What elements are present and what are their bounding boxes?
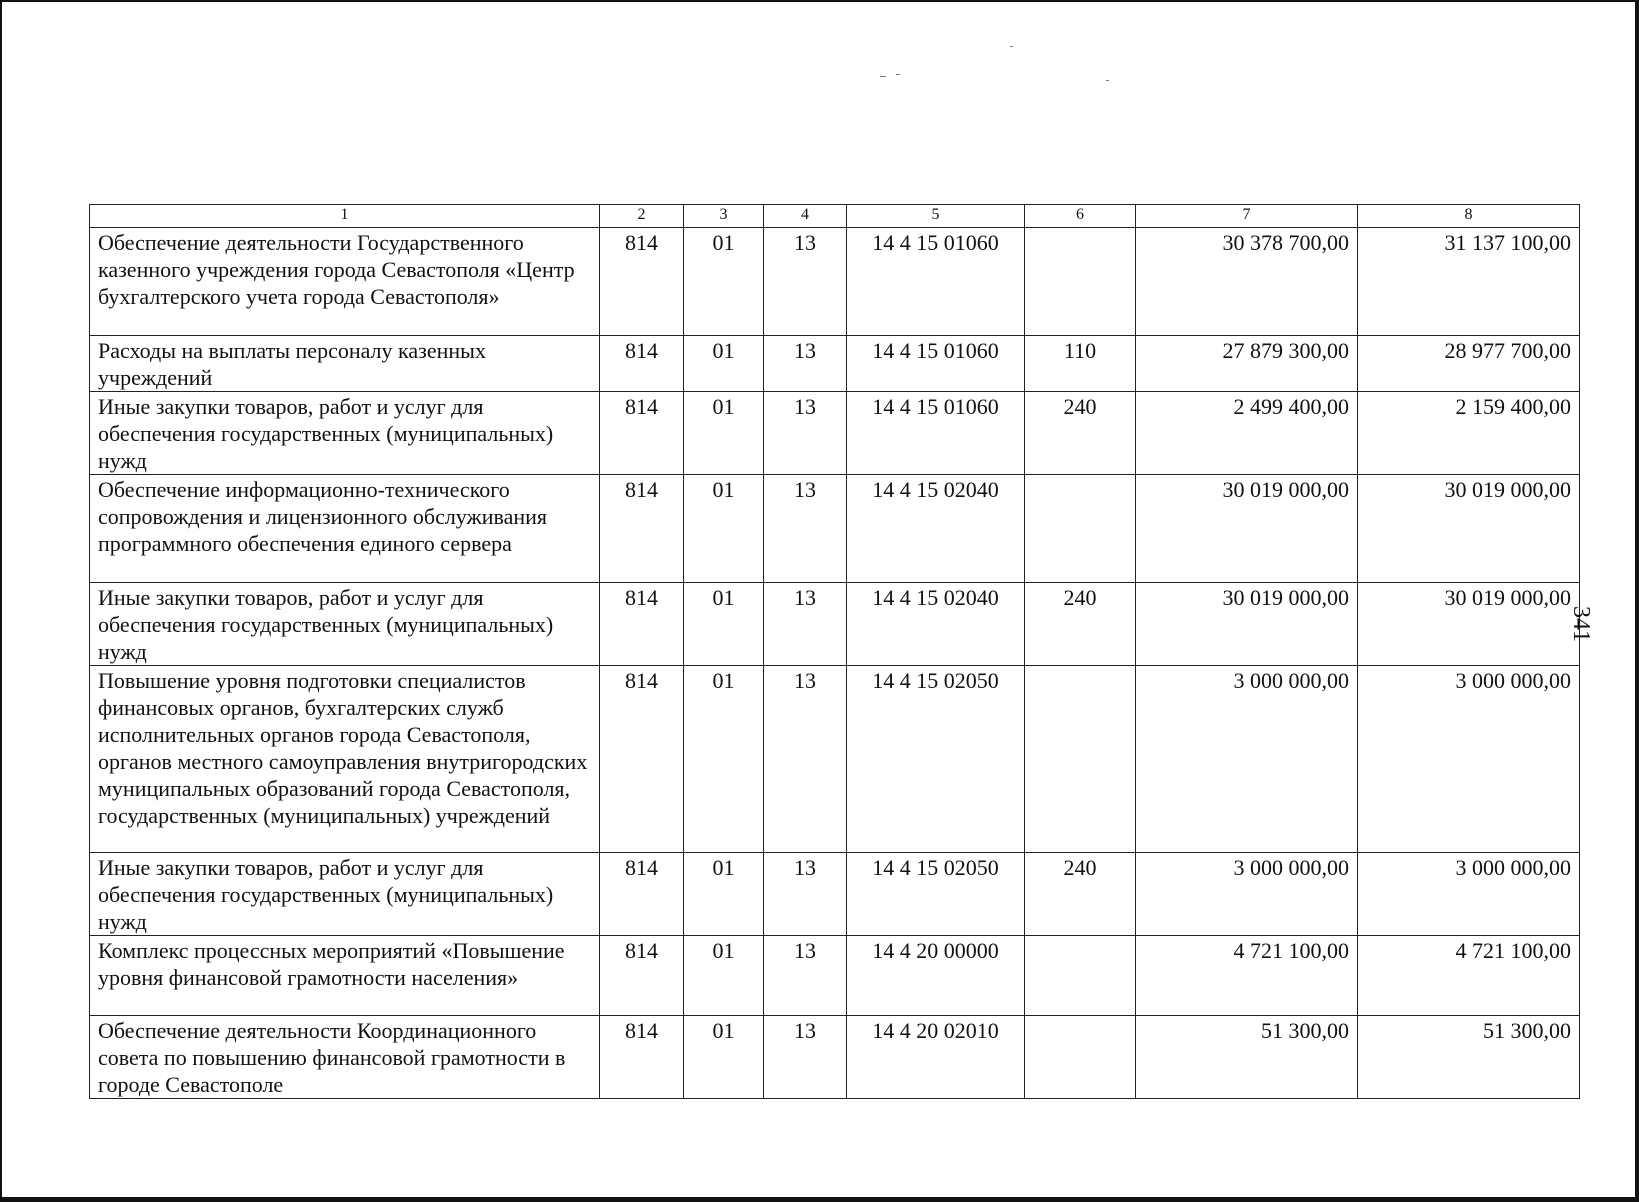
target-article-cell: 14 4 15 02050: [847, 853, 1025, 936]
expense-type-cell: [1025, 936, 1136, 1016]
item-name-cell: Иные закупки товаров, работ и услуг для обеспечения государственных (муниципальных) нужд: [90, 853, 600, 936]
header-cell-6: 6: [1025, 205, 1136, 228]
ministry-code-cell: 814: [600, 1016, 684, 1099]
subsection-code-cell: 13: [764, 936, 847, 1016]
section-code-cell: 01: [684, 336, 764, 392]
ministry-code-cell: 814: [600, 228, 684, 336]
expense-type-cell: [1025, 228, 1136, 336]
target-article-cell: 14 4 20 02010: [847, 1016, 1025, 1099]
ministry-code-cell: 814: [600, 936, 684, 1016]
section-code-cell: 01: [684, 666, 764, 853]
table-row: [90, 475, 1580, 583]
target-article-cell: 14 4 15 02040: [847, 475, 1025, 583]
ministry-code-cell: 814: [600, 853, 684, 936]
speck: [1106, 80, 1109, 81]
table-row: [90, 666, 1580, 853]
item-name-cell: Расходы на выплаты персоналу казенных учреждений: [90, 336, 600, 392]
expense-type-cell: 110: [1025, 336, 1136, 392]
amount-year2-cell: 3 000 000,00: [1358, 666, 1580, 853]
amount-year2-cell: 3 000 000,00: [1358, 853, 1580, 936]
table-row: [90, 228, 1580, 336]
section-code-cell: 01: [684, 1016, 764, 1099]
amount-year2-cell: 2 159 400,00: [1358, 392, 1580, 475]
amount-year2-cell: 28 977 700,00: [1358, 336, 1580, 392]
page-number: 341: [1568, 606, 1594, 642]
expense-type-cell: 240: [1025, 392, 1136, 475]
item-name-cell: Иные закупки товаров, работ и услуг для обеспечения государственных (муниципальных) нужд: [90, 583, 600, 666]
speck: [896, 74, 900, 75]
expense-type-cell: [1025, 475, 1136, 583]
header-cell-2: 2: [600, 205, 684, 228]
ministry-code-cell: 814: [600, 392, 684, 475]
header-cell-7: 7: [1136, 205, 1358, 228]
header-cell-4: 4: [764, 205, 847, 228]
header-cell-1: 1: [90, 205, 600, 228]
item-name-cell: Обеспечение деятельности Государственного казенного учреждения города Севастополя «Центр бухгалтерского учета города Севастополя»: [90, 228, 600, 336]
table-row: [90, 583, 1580, 666]
target-article-cell: 14 4 15 02040: [847, 583, 1025, 666]
subsection-code-cell: 13: [764, 336, 847, 392]
subsection-code-cell: 13: [764, 853, 847, 936]
amount-year2-cell: 4 721 100,00: [1358, 936, 1580, 1016]
subsection-code-cell: 13: [764, 228, 847, 336]
amount-year1-cell: 3 000 000,00: [1136, 666, 1358, 853]
target-article-cell: 14 4 15 01060: [847, 228, 1025, 336]
speck: [1010, 46, 1013, 47]
section-code-cell: 01: [684, 583, 764, 666]
budget-table: [89, 204, 1580, 1099]
target-article-cell: 14 4 20 00000: [847, 936, 1025, 1016]
expense-type-cell: [1025, 666, 1136, 853]
table-row: [90, 336, 1580, 392]
speck: [880, 76, 886, 77]
table-row: [90, 936, 1580, 1016]
subsection-code-cell: 13: [764, 475, 847, 583]
amount-year1-cell: 3 000 000,00: [1136, 853, 1358, 936]
amount-year2-cell: 30 019 000,00: [1358, 583, 1580, 666]
amount-year2-cell: 30 019 000,00: [1358, 475, 1580, 583]
target-article-cell: 14 4 15 01060: [847, 392, 1025, 475]
item-name-cell: Обеспечение информационно-технического сопровождения и лицензионного обслуживания программного обеспечения единого сервера: [90, 475, 600, 583]
expense-type-cell: 240: [1025, 853, 1136, 936]
ministry-code-cell: 814: [600, 475, 684, 583]
subsection-code-cell: 13: [764, 583, 847, 666]
amount-year1-cell: 4 721 100,00: [1136, 936, 1358, 1016]
table-row: [90, 1016, 1580, 1099]
item-name-cell: Обеспечение деятельности Координационного совета по повышению финансовой грамотности в городе Севастополе: [90, 1016, 600, 1099]
amount-year1-cell: 30 019 000,00: [1136, 583, 1358, 666]
subsection-code-cell: 13: [764, 1016, 847, 1099]
expense-type-cell: 240: [1025, 583, 1136, 666]
section-code-cell: 01: [684, 936, 764, 1016]
amount-year2-cell: 31 137 100,00: [1358, 228, 1580, 336]
amount-year1-cell: 27 879 300,00: [1136, 336, 1358, 392]
ministry-code-cell: 814: [600, 583, 684, 666]
section-code-cell: 01: [684, 853, 764, 936]
subsection-code-cell: 13: [764, 666, 847, 853]
ministry-code-cell: 814: [600, 666, 684, 853]
section-code-cell: 01: [684, 228, 764, 336]
item-name-cell: Иные закупки товаров, работ и услуг для обеспечения государственных (муниципальных) нужд: [90, 392, 600, 475]
section-code-cell: 01: [684, 392, 764, 475]
scan-specks: [880, 40, 1120, 90]
header-cell-8: 8: [1358, 205, 1580, 228]
amount-year1-cell: 30 019 000,00: [1136, 475, 1358, 583]
target-article-cell: 14 4 15 02050: [847, 666, 1025, 853]
item-name-cell: Комплекс процессных мероприятий «Повышение уровня финансовой грамотности населения»: [90, 936, 600, 1016]
expense-type-cell: [1025, 1016, 1136, 1099]
ministry-code-cell: 814: [600, 336, 684, 392]
amount-year1-cell: 51 300,00: [1136, 1016, 1358, 1099]
target-article-cell: 14 4 15 01060: [847, 336, 1025, 392]
amount-year2-cell: 51 300,00: [1358, 1016, 1580, 1099]
item-name-cell: Повышение уровня подготовки специалистов финансовых органов, бухгалтерских служб исполнительных органов города Севастополя, органов местного самоуправления внутригородских муниципальных образований города Севастополя, государственных (муниципальных) учреждений: [90, 666, 600, 853]
table-row: [90, 853, 1580, 936]
table-row: [90, 392, 1580, 475]
header-cell-3: 3: [684, 205, 764, 228]
amount-year1-cell: 2 499 400,00: [1136, 392, 1358, 475]
amount-year1-cell: 30 378 700,00: [1136, 228, 1358, 336]
header-row: [90, 205, 1580, 228]
header-cell-5: 5: [847, 205, 1025, 228]
subsection-code-cell: 13: [764, 392, 847, 475]
section-code-cell: 01: [684, 475, 764, 583]
